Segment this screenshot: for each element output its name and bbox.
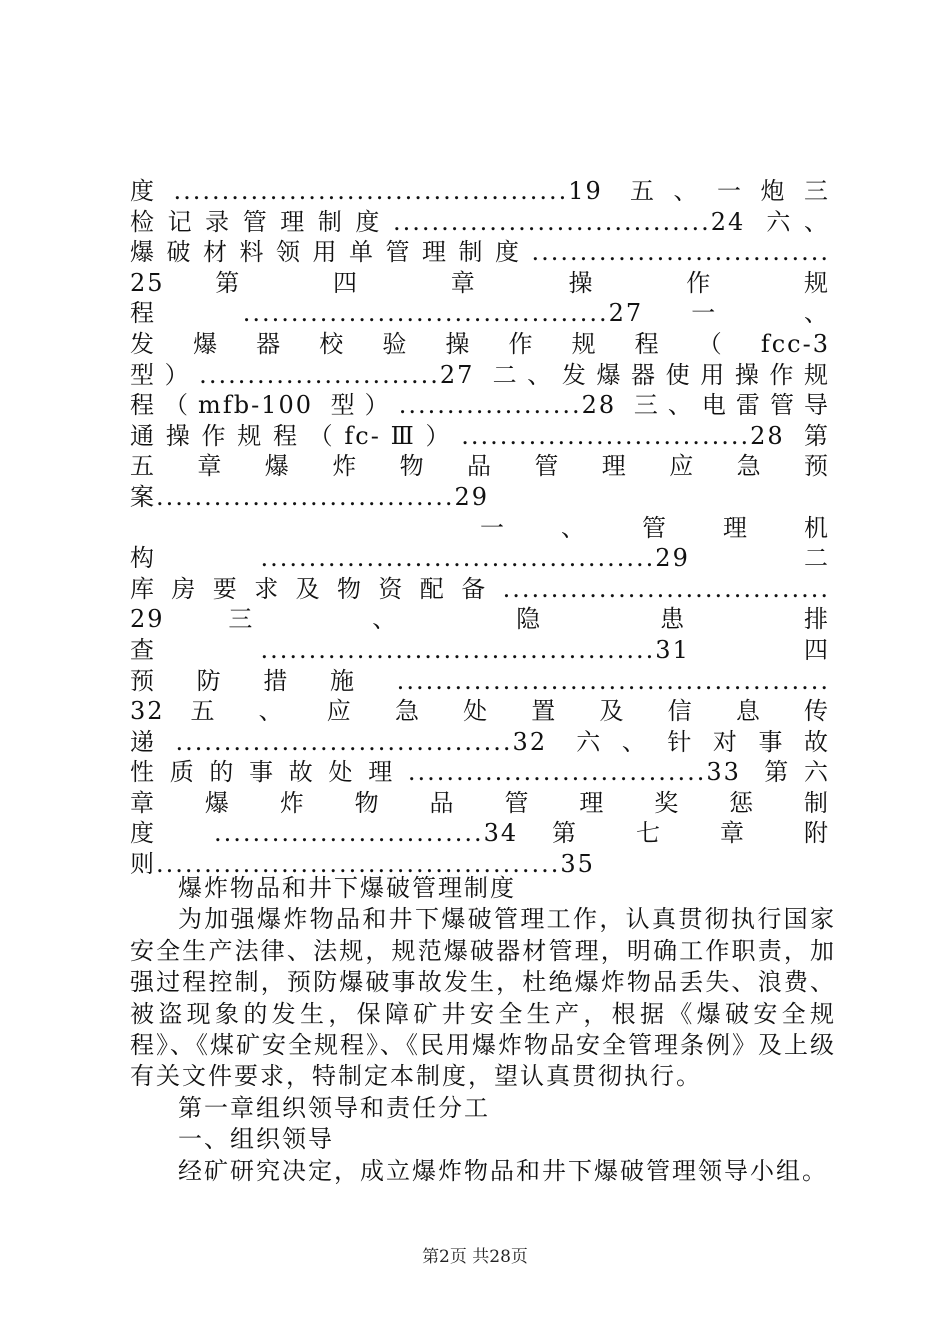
intro-paragraph: 为加强爆炸物品和井下爆破管理工作，认真贯彻执行国家安全生产法律、法规，规范爆破器材管理，明确工作职责，加强过程控制，预防爆破事故发生，杜绝爆炸物品丢失、浪费、被盗现象的发生，保障矿井安全生产，根据《爆破安全规程》、《煤矿安全规程》、《民用爆炸物品安全管理条例》及上级有关文件要求，特制定本制度，望认真贯彻执行。 [130, 905, 836, 1091]
document-title: 爆炸物品和井下爆破管理制度 [178, 874, 516, 902]
toc-line: 度 ............................34 第 七 章 附 [130, 819, 830, 848]
page-number-footer: 第2页 共28页 [422, 1247, 528, 1267]
toc-line: 型）.........................27 二、发爆器使用操作规 [130, 360, 830, 389]
toc-line: 发 爆 器 校 验 操 作 规 程 （ fcc-3 [130, 329, 830, 358]
toc-line: 库房要求及物资配备.................................. [130, 574, 830, 603]
toc-line: 度.........................................19 五、一炮三 [130, 177, 830, 205]
table-of-contents [130, 176, 830, 880]
chapter-heading: 第一章组织领导和责任分工 [178, 1093, 490, 1122]
toc-line: 32 五 、 应 急 处 置 及 信 息 传 [130, 697, 830, 726]
toc-line: 五 章 爆 炸 物 品 管 理 应 急 预 [130, 452, 830, 481]
toc-line: 一 、 管 理 机 [480, 513, 830, 542]
section-heading: 一、组织领导 [178, 1125, 334, 1154]
toc-line: 案...............................29 [130, 482, 490, 511]
toc-line: 程 ......................................27 一 、 [130, 299, 830, 328]
toc-line: 29 三 、 隐 患 排 [130, 605, 830, 634]
toc-line: 预防措施............................................. [130, 666, 830, 695]
toc-line: 爆破材料领用单管理制度............................... [130, 238, 830, 267]
toc-line: 递...................................32 六、针对事故 [130, 727, 830, 756]
toc-line: 程（mfb-100 型）...................28 三、电雷管导 [130, 391, 830, 420]
toc-line: 则..........................................35 [130, 850, 595, 879]
toc-line: 查.........................................31 四 [130, 635, 830, 664]
toc-line: 章 爆 炸 物 品 管 理 奖 惩 制 [130, 788, 830, 817]
body-paragraph: 经矿研究决定，成立爆炸物品和井下爆破管理领导小组。 [178, 1156, 828, 1185]
toc-line: 通操作规程（fc-Ⅲ）..............................28 第 [130, 421, 830, 450]
toc-line: 25 第 四 章 操 作 规 [130, 268, 830, 297]
document-body [130, 873, 836, 1187]
toc-line: 性质的事故处理...............................33 第六 [130, 758, 830, 787]
toc-line: 构.........................................29 二 [130, 544, 830, 573]
toc-line: 检记录管理制度.................................24 六、 [130, 207, 830, 236]
